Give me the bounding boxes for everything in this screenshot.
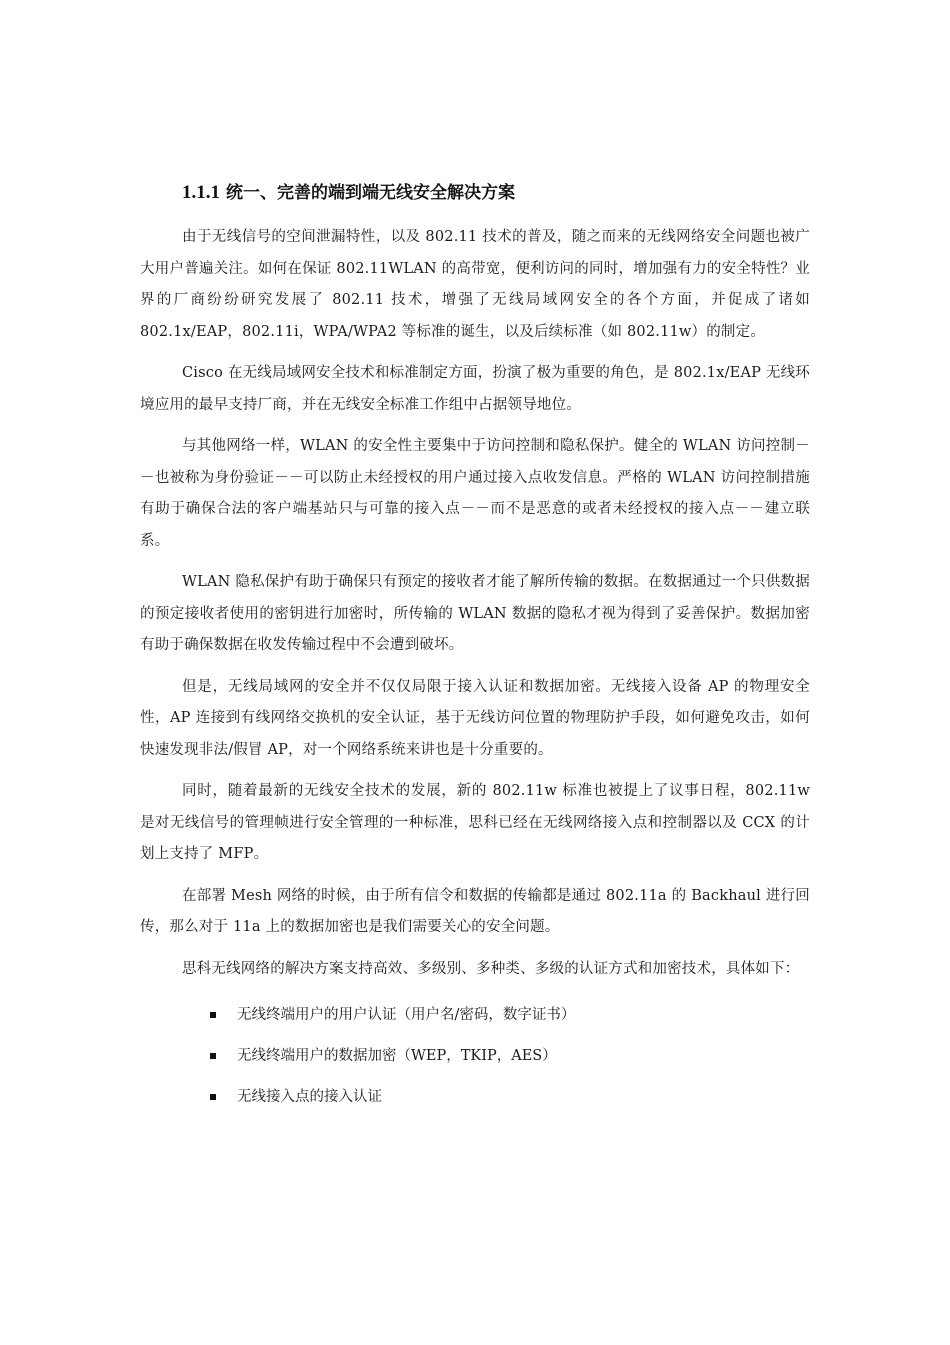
paragraph-2: Cisco 在无线局域网安全技术和标准制定方面，扮演了极为重要的角色，是 802.1x/EAP 无线环境应用的最早支持厂商，并在无线安全标准工作组中占据领导地位。 <box>140 365 810 413</box>
paragraph-1: 由于无线信号的空间泄漏特性，以及 802.11 技术的普及，随之而来的无线网络安全问题也被广大用户普遍关注。如何在保证 802.11WLAN 的高带宽，便利访问的同时，增加强有力的安全特性？业界的厂商纷纷研究发展了 802.11 技术，增强了无线局域网安全的各个方面，并促成了诸如 802.1x/EAP，802.11i，WPA/WPA2 等标准的诞生，以及后续标准（如 802.11w）的制定。 <box>140 229 810 340</box>
bullet-list <box>140 995 810 1118</box>
paragraph-7: 在部署 Mesh 网络的时候，由于所有信令和数据的传输都是通过 802.11a 的 Backhaul 进行回传，那么对于 11a 上的数据加密也是我们需要关心的安全问题。 <box>140 887 810 935</box>
paragraph-4: WLAN 隐私保护有助于确保只有预定的接收者才能了解所传输的数据。在数据通过一个只供数据的预定接收者使用的密钥进行加密时，所传输的 WLAN 数据的隐私才视为得到了妥善保护。数据加密有助于确保数据在收发传输过程中不会遭到破坏。 <box>140 574 810 653</box>
list-item <box>140 995 810 1036</box>
paragraph-8: 思科无线网络的解决方案支持高效、多级别、多种类、多级的认证方式和加密技术，具体如下： <box>182 960 800 977</box>
section-number: 1.1.1 <box>182 182 220 203</box>
list-item <box>140 1036 810 1077</box>
paragraph-3: 与其他网络一样，WLAN 的安全性主要集中于访问控制和隐私保护。健全的 WLAN 访问控制－－也被称为身份验证－－可以防止未经授权的用户通过接入点收发信息。严格的 WLAN 访问控制措施有助于确保合法的客户端基站只与可靠的接入点－－而不是恶意的或者未经授权的接入点－－建立联系。 <box>140 438 810 549</box>
section-title: 统一、完善的端到端无线安全解决方案 <box>226 183 515 203</box>
paragraph-6: 同时，随着最新的无线安全技术的发展，新的 802.11w 标准也被提上了议事日程，802.11w 是对无线信号的管理帧进行安全管理的一种标准，思科已经在无线网络接入点和控制器以及 CCX 的计划上支持了 MFP。 <box>140 783 810 862</box>
square-bullet-icon <box>210 1012 216 1018</box>
square-bullet-icon <box>210 1053 216 1059</box>
list-item <box>140 1077 810 1118</box>
document-page <box>140 178 810 1118</box>
section-heading <box>182 178 810 208</box>
square-bullet-icon <box>210 1094 216 1100</box>
list-item-text: 无线终端用户的用户认证（用户名/密码，数字证书） <box>237 1007 576 1023</box>
paragraph-5: 但是，无线局域网的安全并不仅仅局限于接入认证和数据加密。无线接入设备 AP 的物理安全性，AP 连接到有线网络交换机的安全认证，基于无线访问位置的物理防护手段，如何避免攻击，如何快速发现非法/假冒 AP，对一个网络系统来讲也是十分重要的。 <box>140 678 810 758</box>
list-item-text: 无线接入点的接入认证 <box>237 1089 382 1105</box>
list-item-text: 无线终端用户的数据加密（WEP，TKIP，AES） <box>237 1048 557 1064</box>
